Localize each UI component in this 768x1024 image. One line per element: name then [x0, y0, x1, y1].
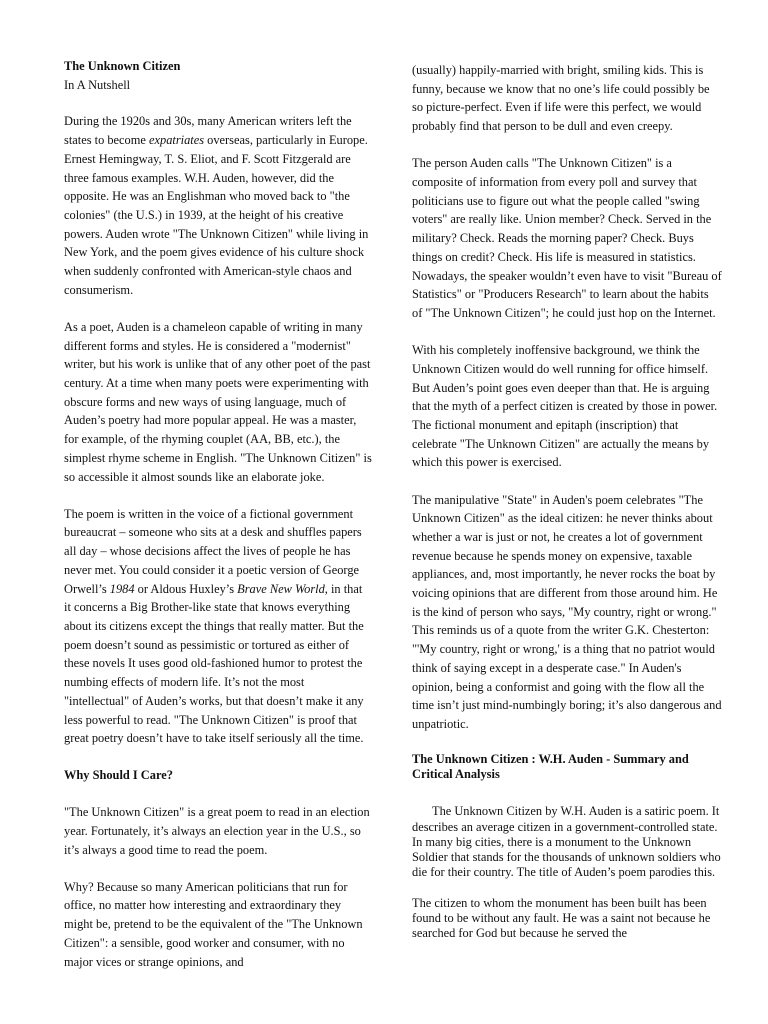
- article-title: The Unknown Citizen: [64, 59, 181, 73]
- paragraph-picture-perfect: (usually) happily-married with bright, smiling kids. This is funny, because we know that no one’s life could possibly be so picture-perfect. Even if life were this perfect, we would probably find that person to be dull and even creepy.: [412, 63, 710, 134]
- left-column: [64, 0, 372, 990]
- paragraph-monument: The citizen to whom the monument has been built has been found to be without any fault. He was a saint not because he searched for God but because he served the: [412, 895, 711, 941]
- paragraph-politicians: Why? Because so many American politicians that run for office, no matter how interesting and extraordinary they might be, pretend to be the equivalent of the "The Unknown Citizen": a sensible, good worker and consumer, with no major vices or strange opinions, and: [64, 879, 363, 969]
- paragraph-election-year: "The Unknown Citizen" is a great poem to read in an election year. Fortunately, it’s always an election year in the U.S., so it’s always a good time to read the poem.: [64, 805, 370, 857]
- paragraph-bureaucrat: The poem is written in the voice of a fictional government bureaucrat – someone who sits at a desk and shuffles papers all day – whose decisions affect the lives of people he has never met. You could consider it a poetic version of George Orwell’s 1984 or Aldous Huxley’s Brave New World, in that it concerns a Big Brother-like state that knows everything about its citizens except the things that really matter. But the poem doesn’t sound as pessimistic or tortured as either of these novels It uses good old-fashioned humor to protest the numbing effects of modern life. It’s not the most "intellectual" of Auden’s works, but that doesn’t make it any less powerful to read. "The Unknown Citizen" is proof that great poetry doesn’t have to take itself seriously all the time.: [64, 506, 364, 746]
- summary-section: [412, 804, 722, 941]
- paragraph-expatriates: During the 1920s and 30s, many American writers left the states to become expatriates overseas, particularly in Europe. Ernest Hemingway, T. S. Eliot, and F. Scott Fitzgerald are three famous examples. W.H. Auden, however, did the opposite. He was an Englishman who moved back to "the colonies" (the U.S.) in 1939, at the height of his creative powers. Auden wrote "The Unknown Citizen" while living in New York, and the poem gives evidence of his culture shock when suddenly confronted with American-style chaos and consumerism.: [64, 114, 369, 297]
- paragraph-inoffensive: With his completely inoffensive background, we think the Unknown Citizen would do well running for office himself. But Auden’s point goes even deeper than that. He is arguing that the myth of a perfect citizen is created by those in power. The fictional monument and epitaph (inscription) that celebrate "The Unknown Citizen" are actually the means by which this power is exercised.: [412, 343, 718, 470]
- paragraph-manipulative-state: The manipulative "State" in Auden's poem celebrates "The Unknown Citizen" as the ideal citizen: he never thinks about whether a war is just or not, he creates a lot of government revenue because he spends money on expensive, taxable appliances, and, most importantly, he never rocks the boat by voicing opinions that are different from those around him. He is the kind of person who says, "My country, right or wrong." This reminds us of a quote from the writer G.K. Chesterton: "'My country, right or wrong,' is a thing that no patriot would think of saying except in a desperate case." In Auden's opinion, being a conformist and going with the flow all the time isn’t just mind-numbingly boring; it’s also dangerous and unpatriotic.: [412, 492, 722, 731]
- paragraph-satiric-poem: The Unknown Citizen by W.H. Auden is a satiric poem. It describes an average citizen in a government-controlled state. In many big cities, there is a monument to the Unknown Soldier that stands for the thousands of unknown soldiers who die for their country. The title of Auden’s poem parodies this.: [412, 804, 721, 880]
- section-heading-summary: The Unknown Citizen : W.H. Auden - Summary and Critical Analysis: [412, 752, 689, 782]
- article-subtitle: In A Nutshell: [64, 77, 131, 92]
- paragraph-chameleon: As a poet, Auden is a chameleon capable of writing in many different forms and styles. He is considered a "modernist" writer, but his work is unlike that of any other poet of the past century. At a time when many poets were experimenting with obscure forms and new ways of using language, much of Auden’s poetry had more popular appeal. He was a master, for example, of the rhyming couplet (AA, BB, etc.), the simplest rhyme scheme in English. "The Unknown Citizen" is so accessible it almost sounds like an elaborate joke.: [64, 319, 372, 484]
- right-column: [412, 0, 722, 957]
- paragraph-composite: The person Auden calls "The Unknown Citizen" is a composite of information from every poll and survey that politicians use to figure out what the people called "swing voters" are really like. Union member? Check. Served in the military? Check. Reads the morning paper? Check. Buys things on credit? Check. His life is measured in statistics. Nowadays, the speaker wouldn’t even have to visit "Bureau of Statistics" or "Producers Research" to learn about the habits of "The Unknown Citizen"; he could just hop on the Internet.: [412, 156, 722, 320]
- section-heading-why-care: Why Should I Care?: [64, 768, 173, 783]
